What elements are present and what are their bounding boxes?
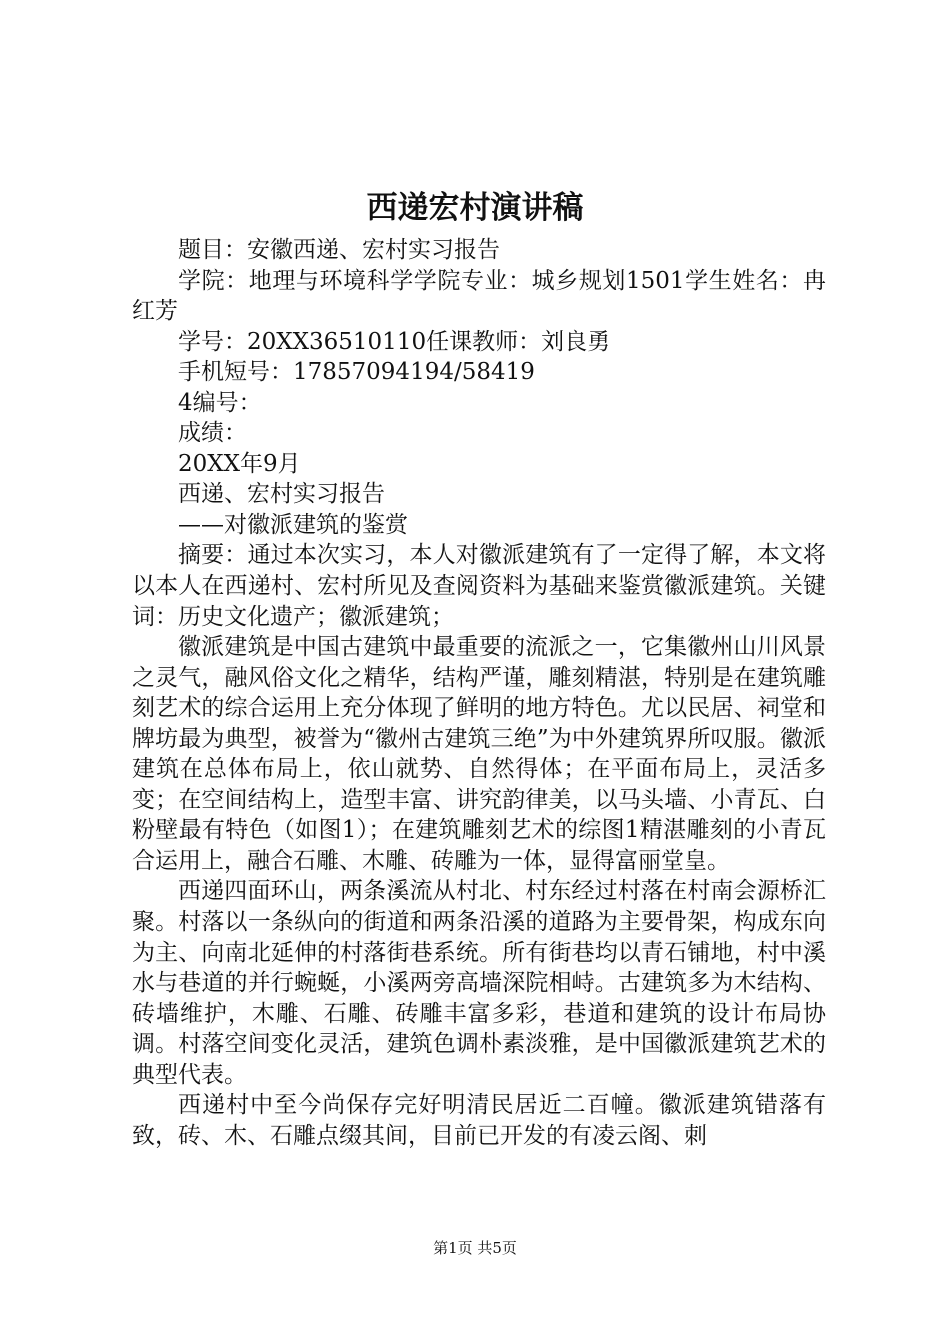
document-body	[132, 235, 826, 1151]
paragraph-number: 4编号：	[178, 389, 262, 416]
paragraph-date: 20XX年9月	[178, 450, 301, 477]
paragraph-body: 西递村中至今尚保存完好明清民居近二百幢。徽派建筑错落有致，砖、木、石雕点缀其间，目前已开发的有凌云阁、刺	[132, 1092, 826, 1149]
paragraph-report-title: 西递、宏村实习报告	[178, 481, 385, 508]
paragraph-grade: 成绩：	[178, 420, 247, 447]
paragraph-phone: 手机短号：17857094194/58419	[178, 359, 535, 386]
document-title: 西递宏村演讲稿	[366, 190, 584, 226]
paragraph-topic: 题目：安徽西递、宏村实习报告	[178, 237, 500, 263]
paragraph-college: 学院：地理与环境科学学院专业：城乡规划1501学生姓名：冉红芳	[132, 267, 826, 325]
paragraph-student-id: 学号：20XX36510110任课教师：刘良勇	[178, 328, 611, 355]
paragraph-abstract: 摘要：通过本次实习，本人对徽派建筑有了一定得了解，本文将以本人在西递村、宏村所见及查阅资料为基础来鉴赏徽派建筑。关键词：历史文化遗产；徽派建筑；	[132, 542, 826, 630]
paragraph-body: 徽派建筑是中国古建筑中最重要的流派之一，它集徽州山川风景之灵气，融风俗文化之精华，结构严谨，雕刻精湛，特别是在建筑雕刻艺术的综合运用上充分体现了鲜明的地方特色。尤以民居、祠堂和牌坊最为典型，被誉为“徽州古建筑三绝”为中外建筑界所叹服。徽派建筑在总体布局上，依山就势、自然得体；在平面布局上，灵活多变；在空间结构上，造型丰富、讲究韵律美，以马头墙、小青瓦、白粉壁最有特色（如图1）；在建筑雕刻艺术的综图1精湛雕刻的小青瓦合运用上，融合石雕、木雕、砖雕为一体，显得富丽堂皇。	[132, 634, 826, 874]
paragraph-body: 西递四面环山，两条溪流从村北、村东经过村落在村南会源桥汇聚。村落以一条纵向的街道和两条沿溪的道路为主要骨架，构成东向为主、向南北延伸的村落街巷系统。所有街巷均以青石铺地，村中溪水与巷道的并行蜿蜒，小溪两旁高墙深院相峙。古建筑多为木结构、砖墙维护，木雕、石雕、砖雕丰富多彩，巷道和建筑的设计布局协调。村落空间变化灵活，建筑色调朴素淡雅，是中国徽派建筑艺术的典型代表。	[132, 878, 826, 1088]
page-number-footer: 第1页 共5页	[433, 1239, 517, 1257]
paragraph-report-subtitle: ——对徽派建筑的鉴赏	[178, 511, 408, 538]
